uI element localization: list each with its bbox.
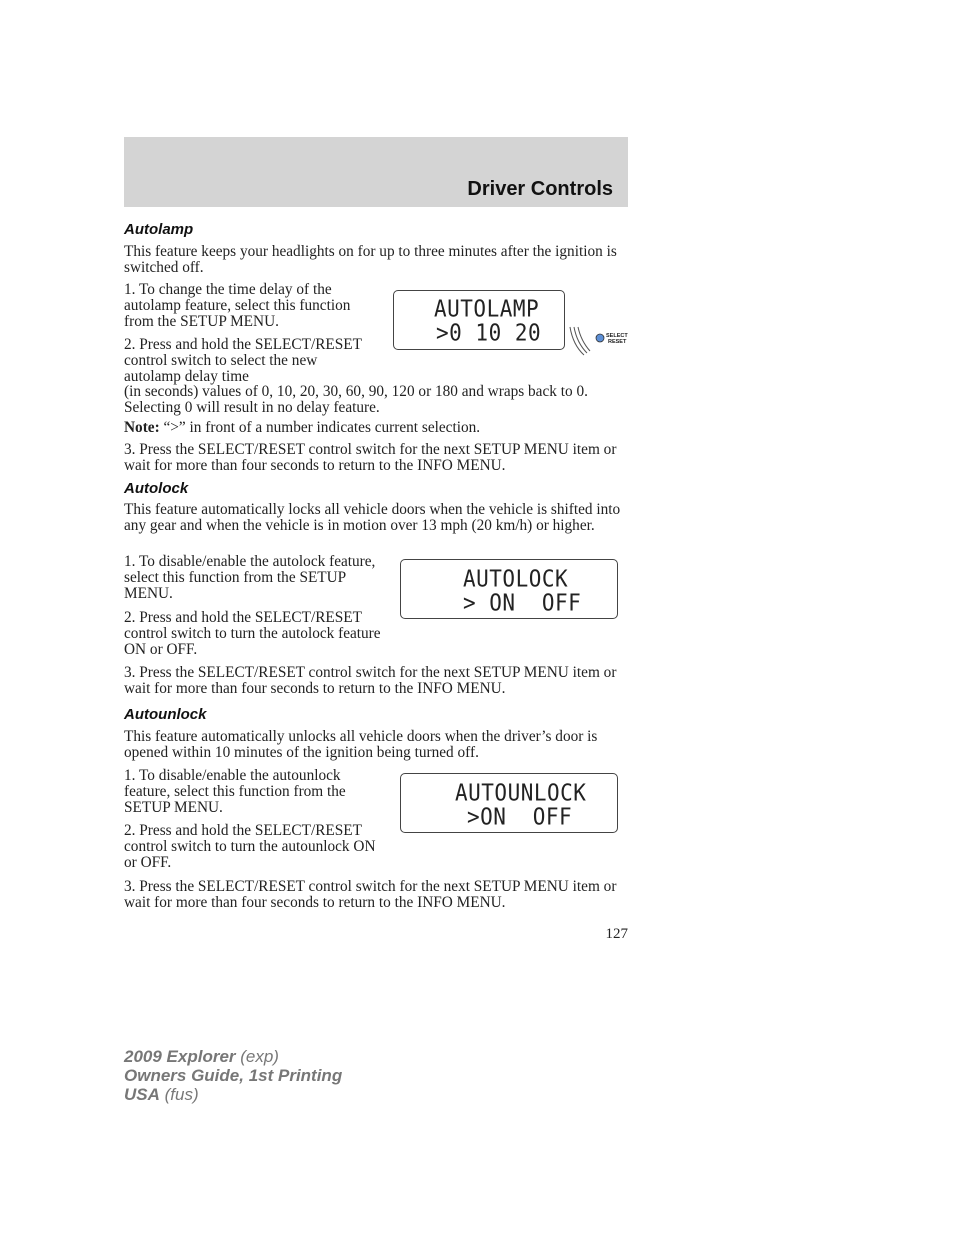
select-reset-switch-icon: [566, 325, 630, 359]
footer-line-3: [124, 1085, 199, 1105]
autolamp-intro: This feature keeps your headlights on for up to three minutes after the ignition is switched off.: [124, 243, 617, 276]
autolamp-display-line-2: >0 10 20: [436, 319, 542, 346]
autolamp-note: [124, 420, 628, 436]
footer-line-1: [124, 1047, 279, 1067]
autounlock-step-1: 1. To disable/enable the autounlock feature, select this function from the SETUP MENU.: [124, 767, 346, 816]
autounlock-intro: This feature automatically unlocks all vehicle doors when the driver’s door is opened within 10 minutes of the ignition being turned off.: [124, 728, 598, 761]
autolamp-display-line-1: AUTOLAMP: [434, 295, 540, 322]
autolamp-step-2: 2. Press and hold the SELECT/RESET control switch to select the new autolamp delay time: [124, 336, 362, 385]
autolock-display-line-1: AUTOLOCK: [463, 565, 569, 592]
footer-guide: Owners Guide, 1st Printing: [124, 1066, 343, 1085]
autounlock-step-2: 2. Press and hold the SELECT/RESET control switch to turn the autounlock ON or OFF.: [124, 822, 376, 871]
autolamp-step-2-continued: (in seconds) values of 0, 10, 20, 30, 60, 90, 120 or 180 and wraps back to 0. Selecting 0 will result in no delay feature.: [124, 383, 588, 416]
autolamp-step-1: 1. To change the time delay of the autolamp feature, select this function from the SETUP MENU.: [124, 281, 351, 330]
autolamp-display: [393, 290, 565, 350]
page-number: 127: [605, 926, 628, 942]
footer-model: 2009 Explorer: [124, 1047, 236, 1066]
autolock-step-2: 2. Press and hold the SELECT/RESET control switch to turn the autolock feature ON or OFF.: [124, 609, 381, 658]
footer-line-2: [124, 1066, 342, 1086]
autolock-step-3: 3. Press the SELECT/RESET control switch for the next SETUP MENU item or wait for more than four seconds to return to the INFO MENU.: [124, 664, 617, 697]
autolock-display-line-2: > ON OFF: [463, 589, 582, 616]
autounlock-display: [400, 773, 618, 833]
footer-market-code: (fus): [159, 1085, 199, 1104]
note-label: Note:: [124, 419, 160, 436]
autolamp-step-3: 3. Press the SELECT/RESET control switch for the next SETUP MENU item or wait for more than four seconds to return to the INFO MENU.: [124, 441, 617, 474]
autolock-step-1: 1. To disable/enable the autolock feature, select this function from the SETUP MENU.: [124, 553, 376, 602]
footer-model-code: (exp): [235, 1047, 279, 1066]
autounlock-display-line-1: AUTOUNLOCK: [455, 779, 587, 806]
footer-market: USA: [124, 1085, 160, 1104]
autounlock-step-3: 3. Press the SELECT/RESET control switch for the next SETUP MENU item or wait for more than four seconds to return to the INFO MENU.: [124, 878, 617, 911]
reset-label: RESET: [608, 339, 627, 345]
autolock-intro: This feature automatically locks all vehicle doors when the vehicle is shifted into any gear and when the vehicle is in motion over 13 mph (20 km/h) or higher.: [124, 501, 621, 534]
section-header-band: [124, 137, 628, 207]
note-text: “>” in front of a number indicates current selection.: [159, 419, 481, 436]
autolock-display: [400, 559, 618, 619]
autolamp-heading: Autolamp: [124, 221, 194, 238]
section-title: Driver Controls: [467, 178, 613, 200]
autounlock-heading: Autounlock: [124, 706, 207, 723]
autolock-heading: Autolock: [124, 480, 189, 497]
select-label: SELECT: [606, 333, 628, 339]
autounlock-display-line-2: >ON OFF: [467, 803, 573, 830]
